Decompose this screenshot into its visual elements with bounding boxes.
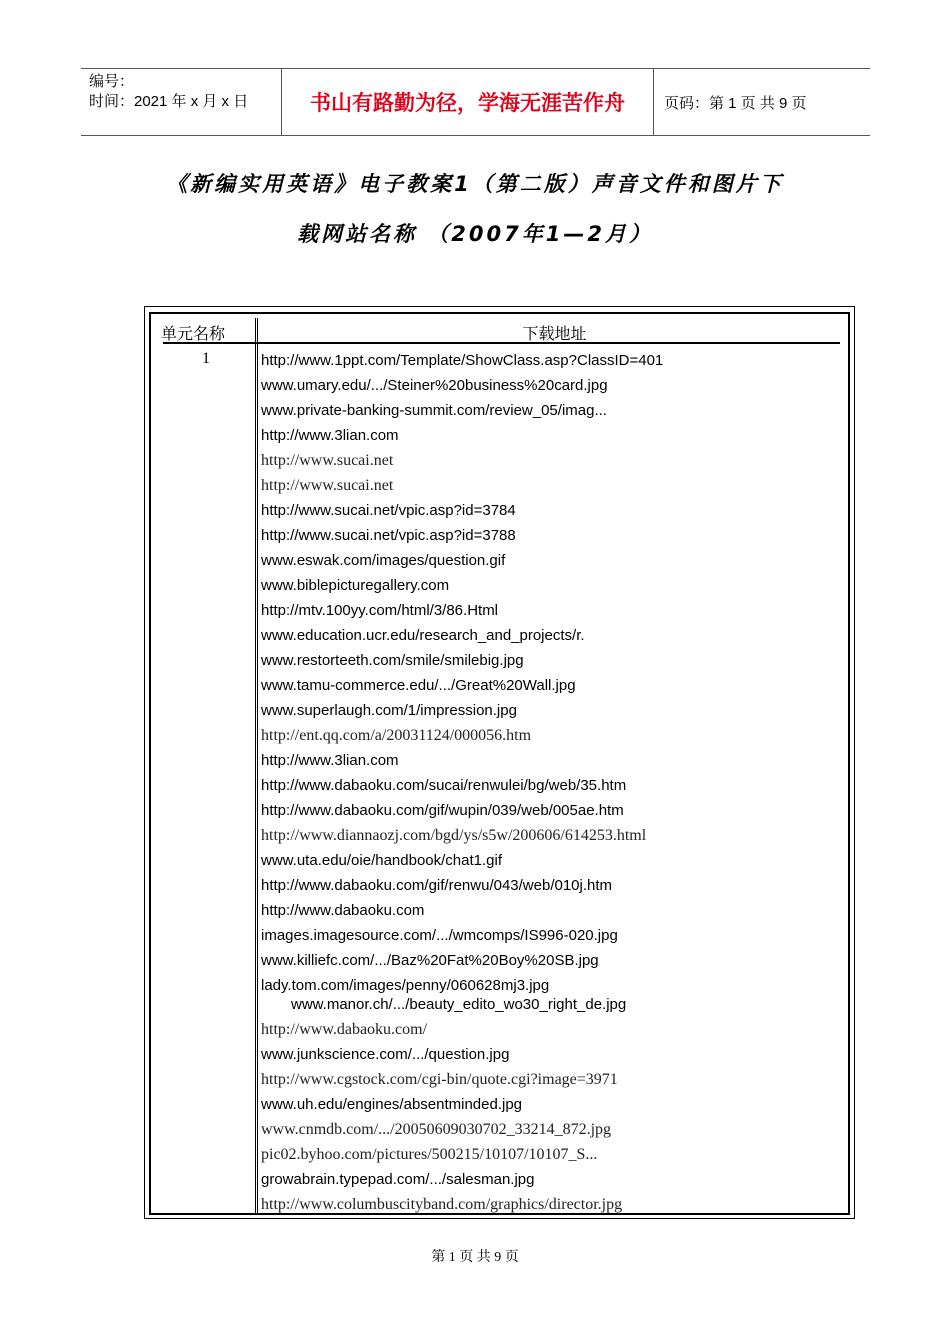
url-item: pic02.byhoo.com/pictures/500215/10107/10107_S... [261, 1146, 598, 1163]
url-item: http://www.dabaoku.com/gif/wupin/039/web/005ae.htm [261, 802, 624, 819]
url-item: www.private-banking-summit.com/review_05/imag... [261, 402, 607, 419]
url-item: www.manor.ch/.../beauty_edito_wo30_right_de.jpg [291, 996, 627, 1013]
url-item: www.uta.edu/oie/handbook/chat1.gif [261, 852, 503, 869]
url-item: www.killiefc.com/.../Baz%20Fat%20Boy%20SB.jpg [261, 952, 599, 969]
url-item: www.restorteeth.com/smile/smilebig.jpg [261, 652, 524, 669]
url-item: www.eswak.com/images/question.gif [261, 552, 506, 569]
url-item: http://www.sucai.net/vpic.asp?id=3788 [261, 527, 516, 544]
url-item: www.umary.edu/.../Steiner%20business%20card.jpg [261, 377, 608, 394]
url-item: http://www.dabaoku.com [261, 902, 425, 919]
url-table-inner-border [149, 312, 850, 1215]
url-item: www.tamu-commerce.edu/.../Great%20Wall.jpg [261, 677, 576, 694]
url-item: http://mtv.100yy.com/html/3/86.Html [261, 602, 499, 619]
url-item: images.imagesource.com/.../wmcomps/IS996-020.jpg [261, 927, 618, 944]
url-item: http://www.columbuscityband.com/graphics/director.jpg [261, 1196, 623, 1213]
url-item: www.uh.edu/engines/absentminded.jpg [261, 1096, 523, 1113]
url-item: http://ent.qq.com/a/20031124/000056.htm [261, 727, 532, 744]
url-item: www.junkscience.com/.../question.jpg [261, 1046, 510, 1063]
url-item: http://www.3lian.com [261, 752, 399, 769]
page-header [81, 68, 870, 136]
url-item: http://www.dabaoku.com/gif/renwu/043/web/010j.htm [261, 877, 613, 894]
url-item: http://www.diannaozj.com/bgd/ys/s5w/200606/614253.html [261, 827, 647, 844]
url-item: www.education.ucr.edu/research_and_projects/r. [261, 627, 585, 644]
url-item: http://www.sucai.net [261, 452, 394, 469]
url-item: http://www.dabaoku.com/ [261, 1021, 428, 1038]
url-list [261, 348, 844, 1217]
url-item: http://www.dabaoku.com/sucai/renwulei/bg/web/35.htm [261, 777, 627, 794]
header-motto: 书山有路勤为径，学海无涯苦作舟 [281, 69, 654, 135]
header-page-info: 页码：第 1 页 共 9 页 [664, 94, 807, 112]
column-header-unit: 单元名称 [161, 326, 226, 343]
doc-time-label: 时间：2021 年 x 月 x 日 [89, 93, 249, 110]
header-meta [81, 69, 281, 135]
url-table [144, 306, 855, 1219]
url-item: growabrain.typepad.com/.../salesman.jpg [261, 1171, 535, 1188]
url-item: www.superlaugh.com/1/impression.jpg [261, 702, 517, 719]
page-footer: 第 1 页 共 9 页 [431, 1250, 519, 1265]
url-item: http://www.cgstock.com/cgi-bin/quote.cgi?image=3971 [261, 1071, 618, 1088]
doc-number-label: 编号： [89, 73, 135, 90]
document-title-line-2: 载网站名称 （2007年1—2月） [297, 222, 653, 246]
column-header-url: 下载地址 [522, 326, 587, 343]
url-item: www.cnmdb.com/.../20050609030702_33214_872.jpg [261, 1121, 612, 1138]
url-item: http://www.sucai.net/vpic.asp?id=3784 [261, 502, 516, 519]
document-title-line-1: 《新编实用英语》电子教案1（第二版）声音文件和图片下 [166, 172, 784, 196]
url-item: http://www.sucai.net [261, 477, 394, 494]
url-item: http://www.3lian.com [261, 427, 399, 444]
url-item: lady.tom.com/images/penny/060628mj3.jpg [261, 977, 550, 994]
column-divider [255, 318, 258, 1213]
unit-number: 1 [202, 350, 210, 367]
url-item: http://www.1ppt.com/Template/ShowClass.asp?ClassID=401 [261, 352, 664, 369]
url-item: www.biblepicturegallery.com [261, 577, 450, 594]
